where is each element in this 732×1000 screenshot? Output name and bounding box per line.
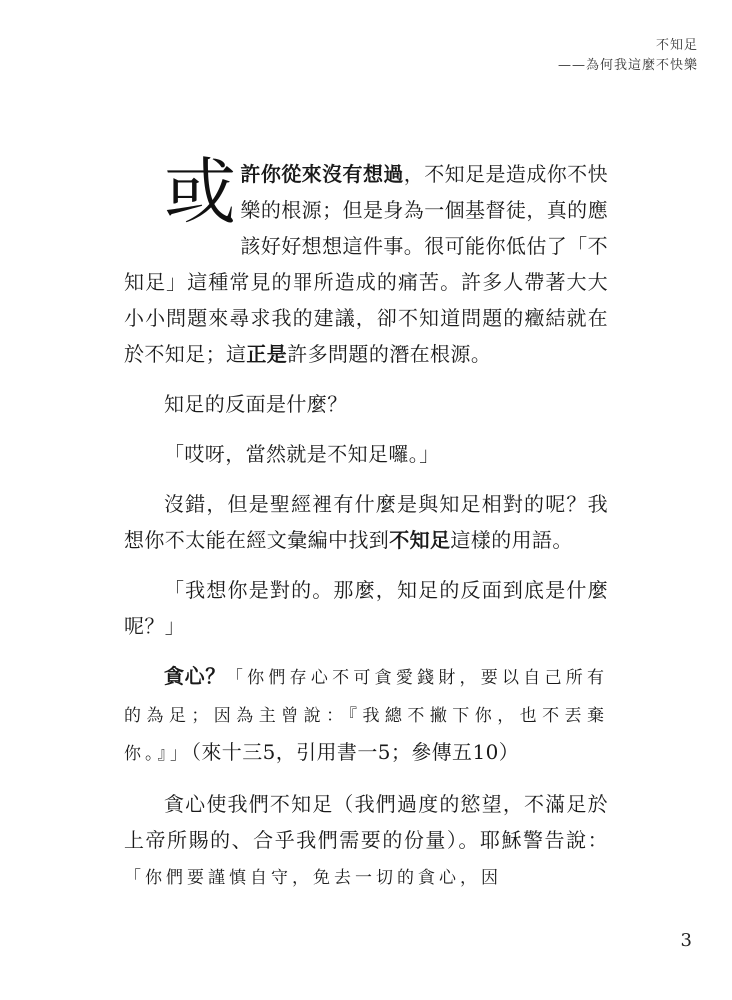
p7-scripture: 「你們要謹慎自守，免去一切的貪心，因 (124, 868, 502, 888)
book-title: 不知足 (655, 38, 698, 53)
opening-text-end: 許多問題的潛在根源。 (287, 342, 492, 366)
page-number: 3 (680, 930, 692, 951)
paragraph-reply: 「哎呀，當然就是不知足囉。」 (164, 442, 440, 466)
dropcap: 或 (164, 150, 237, 234)
p4-text-end: 這樣的用語。 (450, 528, 573, 552)
book-subtitle: ——為何我這麼不快樂 (557, 58, 698, 73)
p6-bold: 貪心？ (164, 664, 226, 688)
paragraph-scripture-search (124, 486, 608, 558)
p4-bold: 不知足 (389, 528, 451, 552)
paragraph-agreement: 「我想你是對的。那麼，知足的反面到底是什麼呢？」 (124, 578, 608, 638)
p4-text: 沒錯，但是聖經裡有什麼是與知足相對的呢？我想你不太能在經文彙編中找到 (124, 492, 608, 552)
opening-text: ，不知足是造成你不快樂的根源；但是身為一個基督徒，真的應該好好想想這件事。很可能你低估了「不知足」這種常見的罪所造成的痛苦。許多人帶著大大小小問題來尋求我的建議，卻不知道問題的癥結就在於不知足；這 (124, 162, 609, 366)
opening-bold-lead: 許你從來沒有想過 (240, 162, 404, 186)
body-text (124, 150, 609, 910)
p6-reference: （來十三5，引用書一5；參傳五10） (191, 740, 520, 764)
paragraph-greed (124, 658, 608, 772)
p6-scripture: 「你們存心不可貪愛錢財，要以自己所有的為足；因為主曾說：『我總不撇下你，也不丟棄你。』」 (124, 668, 608, 764)
paragraph-question: 知足的反面是什麼？ (164, 392, 348, 416)
opening-paragraph (124, 150, 609, 372)
p7-text: 貪心使我們不知足（我們過度的慾望，不滿足於上帝所賜的、合乎我們需要的份量）。耶穌警告說： (124, 792, 608, 852)
paragraph-warning (124, 786, 608, 896)
opening-bold-mid: 正是 (246, 342, 288, 366)
running-head (558, 36, 698, 76)
